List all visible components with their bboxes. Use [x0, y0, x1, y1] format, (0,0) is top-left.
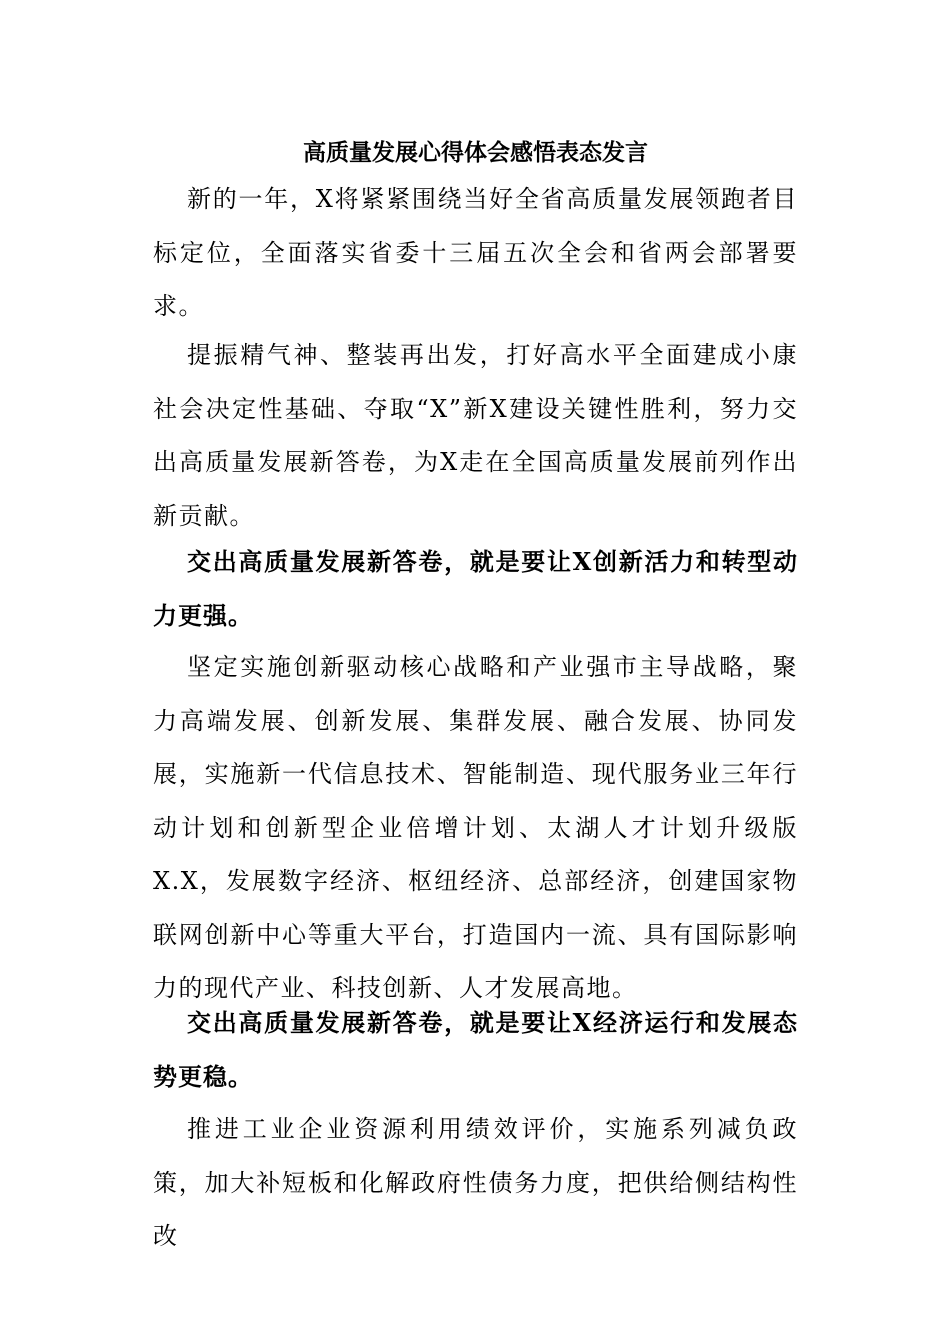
section-heading-economy: 交出高质量发展新答卷，就是要让X经济运行和发展态势更稳。: [153, 1008, 798, 1091]
section-heading-innovation: 交出高质量发展新答卷，就是要让X创新活力和转型动力更强。: [153, 547, 798, 630]
paragraph-intro: 新的一年，X将紧紧围绕当好全省高质量发展领跑者目标定位，全面落实省委十三届五次全会和省两会部署要求。: [153, 185, 798, 320]
document-title: 高质量发展心得体会感悟表态发言: [303, 139, 648, 166]
paragraph-goals: 提振精气神、整装再出发，打好高水平全面建成小康社会决定性基础、夺取“X”新X建设关键性胜利，努力交出高质量发展新答卷，为X走在全国高质量发展前列作出新贡献。: [153, 341, 798, 530]
paragraph-innovation: 坚定实施创新驱动核心战略和产业强市主导战略，聚力高端发展、创新发展、集群发展、融合发展、协同发展，实施新一代信息技术、智能制造、现代服务业三年行动计划和创新型企业倍增计划、太湖人才计划升级版X.X，发展数字经济、枢纽经济、总部经济，创建国家物联网创新中心等重大平台，打造国内一流、具有国际影响力的现代产业、科技创新、人才发展高地。: [153, 653, 798, 1002]
paragraph-economy: 推进工业企业资源利用绩效评价，实施系列减负政策，加大补短板和化解政府性债务力度，把供给侧结构性改: [153, 1115, 798, 1250]
